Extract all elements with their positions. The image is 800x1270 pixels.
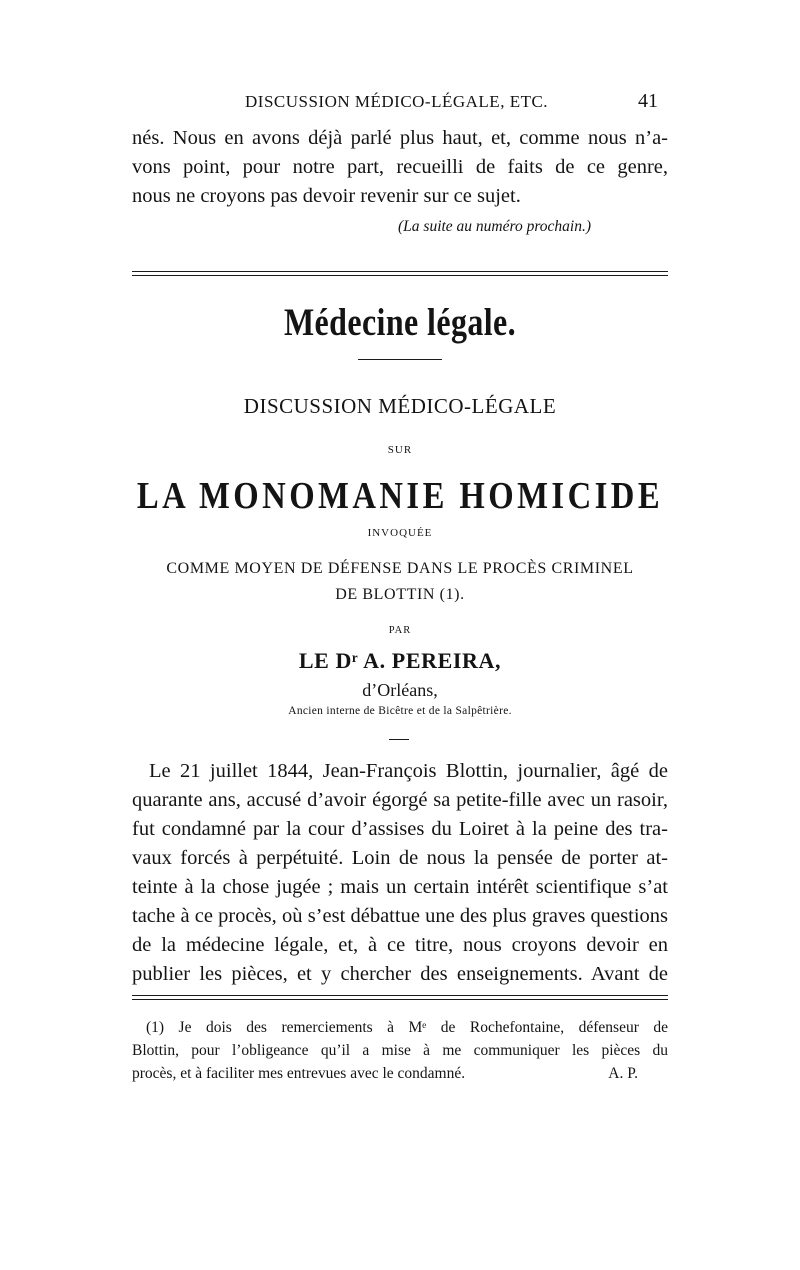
heading-underline bbox=[358, 359, 442, 360]
author-name: LE Dʳ A. PEREIRA, bbox=[298, 648, 502, 673]
title-sur: SUR bbox=[387, 444, 413, 456]
separator-rule bbox=[132, 271, 668, 272]
text-line: nous ne croyons pas devoir revenir sur ce sujet. bbox=[132, 185, 521, 207]
text-line: fut condamné par la cour d’assises du Loiret à la peine des tra- bbox=[132, 818, 668, 840]
text-line: quarante ans, accusé d’avoir égorgé sa petite-fille avec un rasoir, bbox=[132, 789, 668, 811]
main-title: LA MONOMANIE HOMICIDE bbox=[136, 475, 664, 517]
footnote-signature: A. P. bbox=[608, 1065, 638, 1082]
byline-rule bbox=[389, 739, 409, 740]
footnote-rule bbox=[132, 995, 668, 996]
footnote bbox=[132, 1016, 668, 1085]
text-line: Le 21 juillet 1844, Jean-François Blottin, journalier, âgé de bbox=[149, 760, 668, 782]
byline-par: PAR bbox=[388, 625, 412, 636]
article-title: DISCUSSION MÉDICO-LÉGALE bbox=[243, 394, 557, 418]
title-invoquee: INVOQUÉE bbox=[367, 527, 433, 539]
footnote-line: Blottin, pour l’obligeance qu’il a mise à me communiquer les pièces du bbox=[132, 1042, 668, 1059]
author-city: d’Orléans, bbox=[362, 680, 438, 700]
text-line: de la médecine légale, et, à ce titre, nous croyons devoir en bbox=[132, 934, 668, 956]
text-line: nés. Nous en avons déjà parlé plus haut, et, comme nous n’a- bbox=[132, 127, 668, 149]
page-number: 41 bbox=[638, 90, 658, 112]
text-line: teinte à la chose jugée ; mais un certain intérêt scientifique s’at bbox=[132, 876, 668, 898]
text-line: vaux forcés à perpétuité. Loin de nous la pensée de porter at- bbox=[132, 847, 668, 869]
footnote-line: procès, et à faciliter mes entrevues avec le condamné. bbox=[132, 1065, 466, 1082]
text-line: publier les pièces, et y chercher des enseignements. Avant de bbox=[132, 963, 668, 985]
text-line: tache à ce procès, où s’est débattue une des plus graves questions bbox=[132, 905, 668, 927]
footnote-line: (1) Je dois des remerciements à Mᵉ de Rochefontaine, défenseur de bbox=[146, 1019, 668, 1036]
footnote-rule bbox=[132, 999, 668, 1000]
subtitle: COMME MOYEN DE DÉFENSE DANS LE PROCÈS CRIMINEL bbox=[166, 560, 634, 577]
section-heading: Médecine légale. bbox=[283, 301, 517, 344]
subtitle: DE BLOTTIN (1). bbox=[335, 586, 465, 603]
to-be-continued: (La suite au numéro prochain.) bbox=[398, 218, 592, 235]
author-credentials: Ancien interne de Bicêtre et de la Salpêtrière. bbox=[288, 705, 512, 717]
running-title: DISCUSSION MÉDICO-LÉGALE, ETC. bbox=[245, 92, 549, 111]
separator-rule bbox=[132, 275, 668, 276]
text-line: vons point, pour notre part, recueilli de faits de ce genre, bbox=[132, 156, 668, 178]
running-header bbox=[0, 0, 800, 120]
continuation-text bbox=[132, 124, 668, 211]
body-text bbox=[132, 757, 668, 989]
